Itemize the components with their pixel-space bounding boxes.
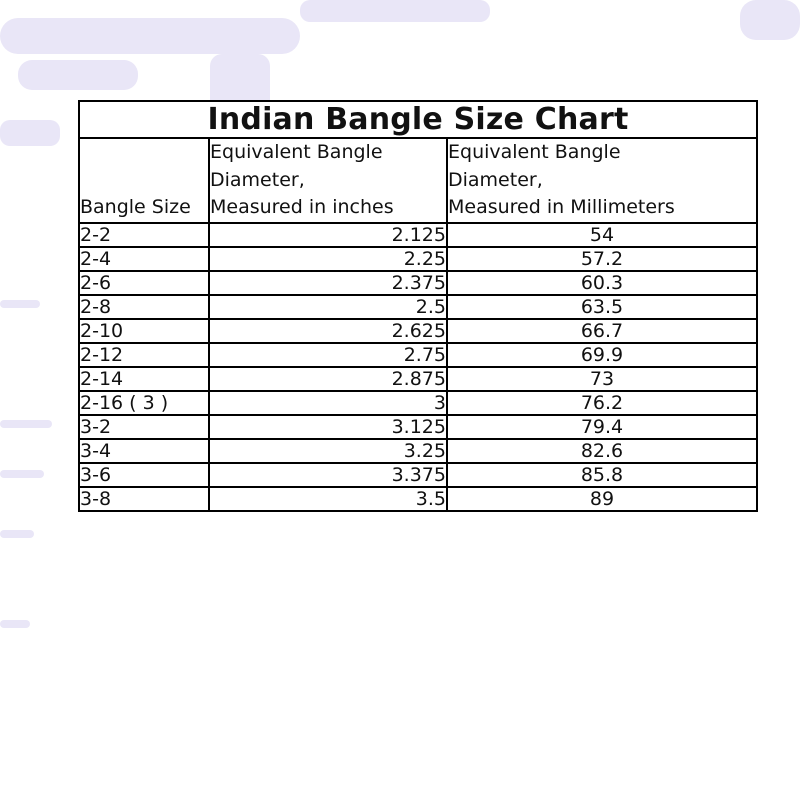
table-row (79, 295, 757, 319)
background-decoration (300, 0, 490, 22)
column-header-line: Measured in inches (210, 196, 394, 219)
cell-millimeters: 73 (447, 367, 757, 391)
cell-bangle-size: 2-4 (79, 247, 209, 271)
table-row (79, 487, 757, 511)
table-row (79, 463, 757, 487)
background-decoration (0, 420, 52, 428)
table-row (79, 439, 757, 463)
column-header-line: Measured in Millimeters (448, 196, 675, 219)
cell-millimeters: 76.2 (447, 391, 757, 415)
background-decoration (0, 470, 44, 478)
cell-inches: 3.125 (209, 415, 447, 439)
cell-millimeters: 85.8 (447, 463, 757, 487)
column-header-line: Equivalent Bangle (210, 141, 383, 163)
column-header-bangle-size (79, 138, 209, 223)
cell-inches: 3 (209, 391, 447, 415)
table-row (79, 223, 757, 247)
table-row (79, 319, 757, 343)
cell-bangle-size: 3-4 (79, 439, 209, 463)
cell-bangle-size: 2-6 (79, 271, 209, 295)
background-decoration (0, 120, 60, 146)
cell-inches: 2.125 (209, 223, 447, 247)
cell-inches: 2.25 (209, 247, 447, 271)
cell-millimeters: 57.2 (447, 247, 757, 271)
cell-millimeters: 66.7 (447, 319, 757, 343)
cell-inches: 2.625 (209, 319, 447, 343)
title-row (79, 101, 757, 138)
cell-inches: 3.375 (209, 463, 447, 487)
cell-inches: 2.75 (209, 343, 447, 367)
column-header-line: Bangle Size (80, 196, 191, 219)
background-decoration (0, 18, 300, 54)
cell-bangle-size: 2-16 ( 3 ) (79, 391, 209, 415)
cell-millimeters: 63.5 (447, 295, 757, 319)
cell-bangle-size: 2-12 (79, 343, 209, 367)
background-decoration (0, 530, 34, 538)
background-decoration (0, 620, 30, 628)
cell-inches: 2.875 (209, 367, 447, 391)
table-row (79, 391, 757, 415)
cell-bangle-size: 2-10 (79, 319, 209, 343)
bangle-size-table (78, 100, 758, 512)
table-row (79, 415, 757, 439)
column-header-line: Diameter, (448, 168, 543, 191)
column-header-line: Equivalent Bangle (448, 141, 621, 163)
header-row (79, 138, 757, 223)
cell-bangle-size: 2-2 (79, 223, 209, 247)
column-header-millimeters (447, 138, 757, 223)
cell-inches: 3.5 (209, 487, 447, 511)
table-row (79, 367, 757, 391)
cell-bangle-size: 2-14 (79, 367, 209, 391)
background-decoration (18, 60, 138, 90)
column-header-line: Diameter, (210, 168, 305, 191)
cell-millimeters: 54 (447, 223, 757, 247)
table-row (79, 247, 757, 271)
background-decoration (740, 0, 800, 40)
cell-bangle-size: 3-6 (79, 463, 209, 487)
cell-millimeters: 69.9 (447, 343, 757, 367)
cell-bangle-size: 3-2 (79, 415, 209, 439)
cell-millimeters: 82.6 (447, 439, 757, 463)
cell-millimeters: 89 (447, 487, 757, 511)
cell-inches: 3.25 (209, 439, 447, 463)
cell-millimeters: 60.3 (447, 271, 757, 295)
column-header-inches (209, 138, 447, 223)
cell-millimeters: 79.4 (447, 415, 757, 439)
table-row (79, 343, 757, 367)
table-row (79, 271, 757, 295)
cell-bangle-size: 3-8 (79, 487, 209, 511)
cell-bangle-size: 2-8 (79, 295, 209, 319)
page-title: Indian Bangle Size Chart (79, 101, 757, 138)
cell-inches: 2.375 (209, 271, 447, 295)
cell-inches: 2.5 (209, 295, 447, 319)
background-decoration (0, 300, 40, 308)
size-chart-container (78, 100, 756, 512)
